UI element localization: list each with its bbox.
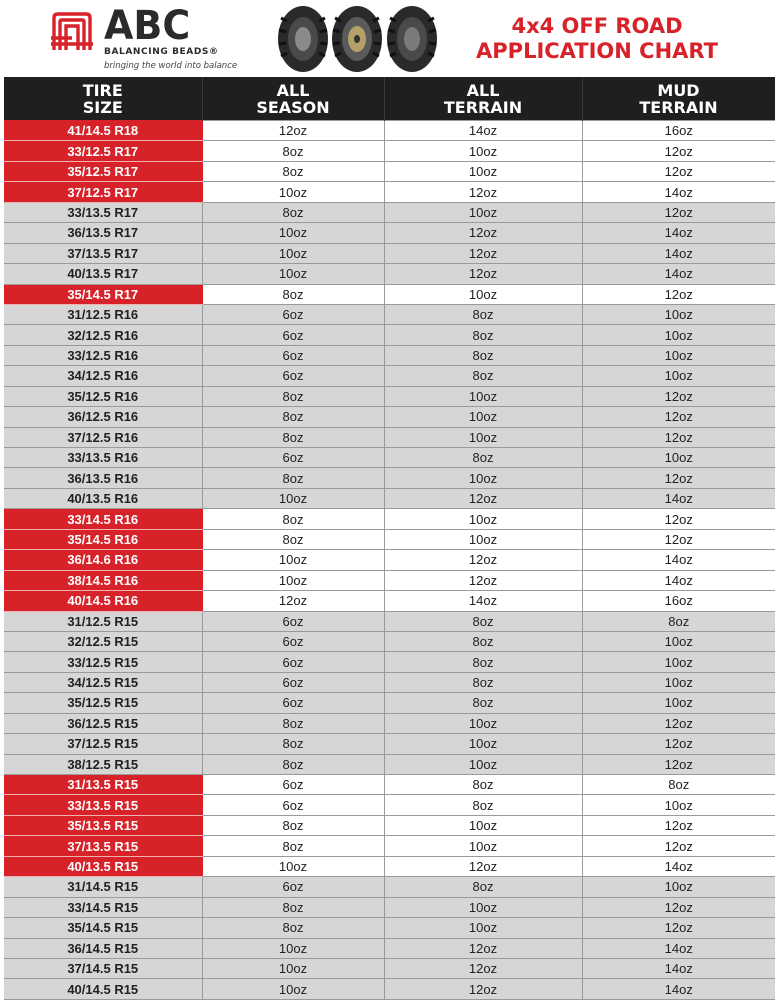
tire-size-cell: 37/13.5 R15 [4, 836, 202, 856]
table-row [4, 897, 775, 917]
all-season-cell: 6oz [202, 366, 384, 386]
all-terrain-cell: 12oz [384, 550, 582, 570]
header-all-season [202, 77, 384, 121]
all-season-cell: 8oz [202, 427, 384, 447]
table-row [4, 427, 775, 447]
all-season-cell: 8oz [202, 386, 384, 406]
all-terrain-cell: 12oz [384, 958, 582, 978]
mud-terrain-cell: 12oz [582, 202, 775, 222]
brand-name: ABC [104, 3, 191, 49]
table-row [4, 570, 775, 590]
tire-size-cell: 33/13.5 R15 [4, 795, 202, 815]
table-row [4, 141, 775, 161]
mud-terrain-cell: 12oz [582, 141, 775, 161]
all-season-cell: 6oz [202, 325, 384, 345]
header-line2: TERRAIN [443, 97, 523, 117]
table-row [4, 815, 775, 835]
table-row [4, 856, 775, 876]
mud-terrain-cell: 10oz [582, 652, 775, 672]
tire-size-cell: 33/12.5 R16 [4, 345, 202, 365]
all-terrain-cell: 10oz [384, 815, 582, 835]
mud-terrain-cell: 14oz [582, 264, 775, 284]
tire-size-cell: 37/12.5 R16 [4, 427, 202, 447]
table-row [4, 509, 775, 529]
tire-size-cell: 40/13.5 R15 [4, 856, 202, 876]
table-row [4, 284, 775, 304]
tire-size-cell: 33/13.5 R16 [4, 448, 202, 468]
tire-left-icon [278, 6, 328, 72]
all-season-cell: 6oz [202, 345, 384, 365]
tire-size-cell: 38/12.5 R15 [4, 754, 202, 774]
header-line1: MUD [657, 80, 700, 100]
tire-size-cell: 36/14.5 R15 [4, 938, 202, 958]
tire-size-cell: 37/12.5 R17 [4, 182, 202, 202]
mud-terrain-cell: 16oz [582, 591, 775, 611]
table-header-row [4, 77, 775, 121]
all-season-cell: 10oz [202, 223, 384, 243]
all-terrain-cell: 8oz [384, 652, 582, 672]
all-terrain-cell: 12oz [384, 264, 582, 284]
all-terrain-cell: 8oz [384, 325, 582, 345]
table-row [4, 979, 775, 999]
mud-terrain-cell: 12oz [582, 407, 775, 427]
table-row [4, 652, 775, 672]
mud-terrain-cell: 12oz [582, 509, 775, 529]
all-season-cell: 6oz [202, 877, 384, 897]
table-row [4, 795, 775, 815]
table-row [4, 407, 775, 427]
all-terrain-cell: 10oz [384, 202, 582, 222]
table-row [4, 918, 775, 938]
all-terrain-cell: 14oz [384, 121, 582, 141]
mud-terrain-cell: 12oz [582, 836, 775, 856]
all-season-cell: 10oz [202, 979, 384, 999]
all-season-cell: 6oz [202, 448, 384, 468]
tire-size-cell: 35/13.5 R15 [4, 815, 202, 835]
tire-size-cell: 31/14.5 R15 [4, 877, 202, 897]
tire-size-cell: 36/12.5 R15 [4, 713, 202, 733]
all-terrain-cell: 8oz [384, 345, 582, 365]
mud-terrain-cell: 12oz [582, 918, 775, 938]
table-row [4, 958, 775, 978]
header-line2: SEASON [256, 97, 330, 117]
table-row [4, 754, 775, 774]
tire-size-cell: 35/14.5 R16 [4, 529, 202, 549]
tire-size-cell: 36/14.6 R16 [4, 550, 202, 570]
tire-size-cell: 40/13.5 R16 [4, 488, 202, 508]
all-terrain-cell: 10oz [384, 141, 582, 161]
table-row [4, 488, 775, 508]
header-all-terrain [384, 77, 582, 121]
header-mud-terrain [582, 77, 775, 121]
all-season-cell: 12oz [202, 121, 384, 141]
table-row [4, 121, 775, 141]
all-season-cell: 8oz [202, 918, 384, 938]
mud-terrain-cell: 14oz [582, 979, 775, 999]
all-terrain-cell: 10oz [384, 284, 582, 304]
all-terrain-cell: 12oz [384, 570, 582, 590]
tire-size-cell: 41/14.5 R18 [4, 121, 202, 141]
mud-terrain-cell: 12oz [582, 897, 775, 917]
mud-terrain-cell: 12oz [582, 386, 775, 406]
all-season-cell: 6oz [202, 631, 384, 651]
all-season-cell: 6oz [202, 304, 384, 324]
all-season-cell: 8oz [202, 529, 384, 549]
all-terrain-cell: 10oz [384, 161, 582, 181]
tire-size-cell: 40/14.5 R15 [4, 979, 202, 999]
table-row [4, 448, 775, 468]
header-line1: ALL [466, 80, 500, 100]
all-terrain-cell: 12oz [384, 938, 582, 958]
all-terrain-cell: 8oz [384, 795, 582, 815]
mud-terrain-cell: 12oz [582, 815, 775, 835]
mud-terrain-cell: 16oz [582, 121, 775, 141]
tire-size-cell: 36/12.5 R16 [4, 407, 202, 427]
table-row [4, 734, 775, 754]
mud-terrain-cell: 10oz [582, 877, 775, 897]
mud-terrain-cell: 14oz [582, 243, 775, 263]
all-season-cell: 10oz [202, 182, 384, 202]
mud-terrain-cell: 10oz [582, 631, 775, 651]
application-table [4, 77, 775, 1000]
mud-terrain-cell: 8oz [582, 775, 775, 795]
all-season-cell: 8oz [202, 161, 384, 181]
tire-size-cell: 33/14.5 R15 [4, 897, 202, 917]
all-season-cell: 10oz [202, 938, 384, 958]
mud-terrain-cell: 12oz [582, 161, 775, 181]
all-season-cell: 10oz [202, 264, 384, 284]
table-row [4, 386, 775, 406]
mud-terrain-cell: 12oz [582, 754, 775, 774]
table-row [4, 243, 775, 263]
table-row [4, 631, 775, 651]
tire-size-cell: 36/13.5 R16 [4, 468, 202, 488]
table-row [4, 366, 775, 386]
table-row [4, 304, 775, 324]
all-terrain-cell: 8oz [384, 877, 582, 897]
table-row [4, 836, 775, 856]
all-terrain-cell: 8oz [384, 611, 582, 631]
mud-terrain-cell: 10oz [582, 448, 775, 468]
all-season-cell: 6oz [202, 795, 384, 815]
all-terrain-cell: 12oz [384, 488, 582, 508]
all-season-cell: 8oz [202, 202, 384, 222]
table-row [4, 345, 775, 365]
mud-terrain-cell: 10oz [582, 795, 775, 815]
mud-terrain-cell: 14oz [582, 570, 775, 590]
chart-title [467, 14, 727, 64]
all-season-cell: 6oz [202, 775, 384, 795]
header-line1: TIRE [82, 80, 123, 100]
header-line2: TERRAIN [639, 97, 718, 117]
all-season-cell: 10oz [202, 856, 384, 876]
table-row [4, 182, 775, 202]
all-season-cell: 12oz [202, 591, 384, 611]
tire-size-cell: 33/12.5 R17 [4, 141, 202, 161]
all-season-cell: 8oz [202, 141, 384, 161]
mud-terrain-cell: 12oz [582, 529, 775, 549]
all-season-cell: 6oz [202, 672, 384, 692]
all-terrain-cell: 10oz [384, 386, 582, 406]
all-terrain-cell: 14oz [384, 591, 582, 611]
all-terrain-cell: 12oz [384, 223, 582, 243]
mud-terrain-cell: 12oz [582, 427, 775, 447]
mud-terrain-cell: 14oz [582, 958, 775, 978]
chart-title-line2: APPLICATION CHART [476, 39, 718, 63]
header-tire-size [4, 77, 202, 121]
tire-size-cell: 33/14.5 R16 [4, 509, 202, 529]
all-season-cell: 8oz [202, 836, 384, 856]
table-row [4, 325, 775, 345]
all-terrain-cell: 8oz [384, 304, 582, 324]
all-season-cell: 8oz [202, 897, 384, 917]
all-terrain-cell: 8oz [384, 448, 582, 468]
tire-size-cell: 40/13.5 R17 [4, 264, 202, 284]
mud-terrain-cell: 14oz [582, 938, 775, 958]
all-season-cell: 8oz [202, 734, 384, 754]
table-row [4, 713, 775, 733]
all-season-cell: 6oz [202, 611, 384, 631]
mud-terrain-cell: 12oz [582, 734, 775, 754]
tire-size-cell: 37/13.5 R17 [4, 243, 202, 263]
tire-size-cell: 35/14.5 R17 [4, 284, 202, 304]
all-terrain-cell: 8oz [384, 672, 582, 692]
tire-size-cell: 37/14.5 R15 [4, 958, 202, 978]
all-terrain-cell: 12oz [384, 979, 582, 999]
all-season-cell: 8oz [202, 713, 384, 733]
table-row [4, 468, 775, 488]
table-row [4, 877, 775, 897]
header-line2: SIZE [82, 97, 123, 117]
all-terrain-cell: 12oz [384, 856, 582, 876]
table-row [4, 223, 775, 243]
mud-terrain-cell: 14oz [582, 182, 775, 202]
mud-terrain-cell: 8oz [582, 611, 775, 631]
all-season-cell: 8oz [202, 815, 384, 835]
abc-logo-icon [48, 8, 96, 56]
table-row [4, 202, 775, 222]
tire-size-cell: 35/12.5 R17 [4, 161, 202, 181]
tire-size-cell: 34/12.5 R16 [4, 366, 202, 386]
table-row [4, 611, 775, 631]
all-terrain-cell: 10oz [384, 407, 582, 427]
mud-terrain-cell: 10oz [582, 672, 775, 692]
mud-terrain-cell: 10oz [582, 304, 775, 324]
all-terrain-cell: 8oz [384, 366, 582, 386]
brand-subtitle: BALANCING BEADS® [104, 47, 219, 57]
all-season-cell: 10oz [202, 958, 384, 978]
tire-size-cell: 33/12.5 R15 [4, 652, 202, 672]
all-season-cell: 6oz [202, 652, 384, 672]
tire-size-cell: 31/12.5 R16 [4, 304, 202, 324]
table-row [4, 264, 775, 284]
tire-size-cell: 35/12.5 R15 [4, 693, 202, 713]
tire-right-icon [387, 6, 437, 72]
table-row [4, 775, 775, 795]
all-terrain-cell: 10oz [384, 529, 582, 549]
table-row [4, 591, 775, 611]
tire-size-cell: 33/13.5 R17 [4, 202, 202, 222]
all-season-cell: 6oz [202, 693, 384, 713]
all-terrain-cell: 10oz [384, 713, 582, 733]
mud-terrain-cell: 12oz [582, 713, 775, 733]
header-line1: ALL [276, 80, 310, 100]
all-terrain-cell: 8oz [384, 775, 582, 795]
table-row [4, 693, 775, 713]
all-season-cell: 8oz [202, 754, 384, 774]
table-row [4, 529, 775, 549]
all-season-cell: 8oz [202, 284, 384, 304]
all-terrain-cell: 8oz [384, 631, 582, 651]
tire-center-icon [332, 6, 382, 72]
all-terrain-cell: 10oz [384, 509, 582, 529]
mud-terrain-cell: 10oz [582, 345, 775, 365]
mud-terrain-cell: 14oz [582, 223, 775, 243]
table-body [4, 121, 775, 1000]
mud-terrain-cell: 12oz [582, 468, 775, 488]
table-row [4, 161, 775, 181]
all-terrain-cell: 8oz [384, 693, 582, 713]
tire-size-cell: 32/12.5 R16 [4, 325, 202, 345]
all-terrain-cell: 10oz [384, 836, 582, 856]
chart-title-line1: 4x4 OFF ROAD [511, 14, 683, 38]
all-terrain-cell: 10oz [384, 754, 582, 774]
tire-size-cell: 38/14.5 R16 [4, 570, 202, 590]
page-header [0, 0, 775, 76]
mud-terrain-cell: 12oz [582, 284, 775, 304]
all-season-cell: 10oz [202, 570, 384, 590]
table-row [4, 672, 775, 692]
tire-size-cell: 31/13.5 R15 [4, 775, 202, 795]
mud-terrain-cell: 10oz [582, 325, 775, 345]
all-season-cell: 8oz [202, 509, 384, 529]
all-terrain-cell: 12oz [384, 243, 582, 263]
all-terrain-cell: 10oz [384, 734, 582, 754]
mud-terrain-cell: 10oz [582, 366, 775, 386]
tire-size-cell: 40/14.5 R16 [4, 591, 202, 611]
tire-size-cell: 35/12.5 R16 [4, 386, 202, 406]
mud-terrain-cell: 14oz [582, 856, 775, 876]
tire-size-cell: 36/13.5 R17 [4, 223, 202, 243]
tire-size-cell: 32/12.5 R15 [4, 631, 202, 651]
all-season-cell: 10oz [202, 243, 384, 263]
tire-size-cell: 35/14.5 R15 [4, 918, 202, 938]
all-season-cell: 10oz [202, 550, 384, 570]
mud-terrain-cell: 14oz [582, 488, 775, 508]
all-terrain-cell: 10oz [384, 918, 582, 938]
all-terrain-cell: 10oz [384, 468, 582, 488]
table-row [4, 550, 775, 570]
all-season-cell: 10oz [202, 488, 384, 508]
all-terrain-cell: 10oz [384, 427, 582, 447]
tire-size-cell: 37/12.5 R15 [4, 734, 202, 754]
table-row [4, 938, 775, 958]
mud-terrain-cell: 10oz [582, 693, 775, 713]
brand-tagline: bringing the world into balance [104, 61, 238, 71]
mud-terrain-cell: 14oz [582, 550, 775, 570]
tire-size-cell: 31/12.5 R15 [4, 611, 202, 631]
tire-size-cell: 34/12.5 R15 [4, 672, 202, 692]
all-terrain-cell: 12oz [384, 182, 582, 202]
all-season-cell: 8oz [202, 407, 384, 427]
all-season-cell: 8oz [202, 468, 384, 488]
tires-image [275, 4, 440, 74]
all-terrain-cell: 10oz [384, 897, 582, 917]
